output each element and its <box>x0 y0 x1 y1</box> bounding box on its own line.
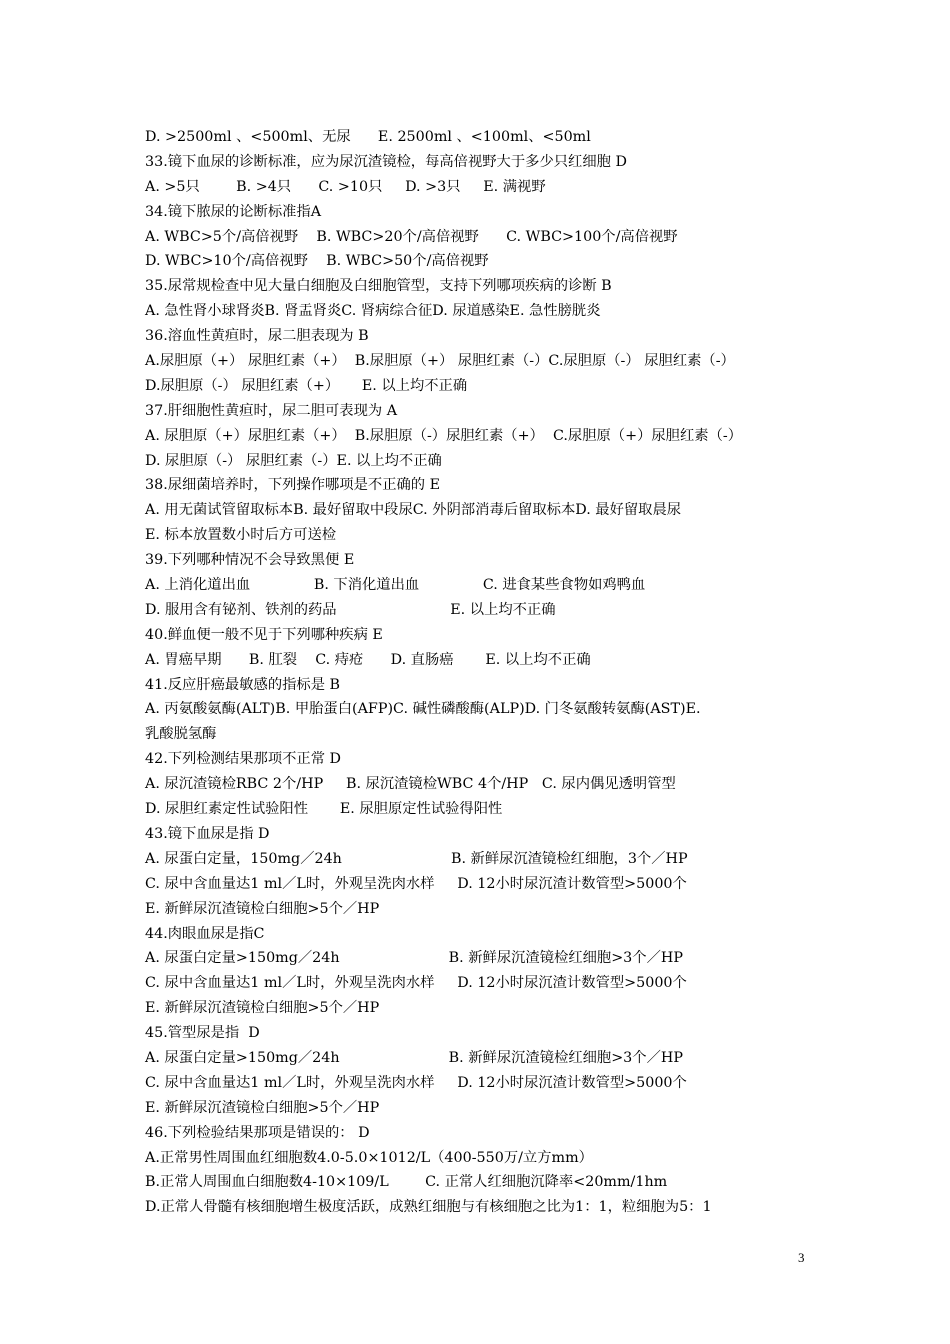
text-line: D. 尿胆原（-） 尿胆红素（-）E. 以上均不正确 <box>145 452 442 469</box>
text-line: A. 尿蛋白定量，150mg／24h B. 新鲜尿沉渣镜检红细胞，3个／HP <box>145 850 688 867</box>
text-line: A. 尿蛋白定量>150mg／24h B. 新鲜尿沉渣镜检红细胞>3个／HP <box>145 950 683 967</box>
text-line: A. 急性肾小球肾炎B. 肾盂肾炎C. 肾病综合征D. 尿道感染E. 急性膀胱炎 <box>145 303 601 320</box>
text-line: E. 标本放置数小时后方可送检 <box>145 527 337 544</box>
document-body <box>145 125 815 1220</box>
text-line: A.尿胆原（+） 尿胆红素（+） B.尿胆原（+） 尿胆红素（-）C.尿胆原（-） 尿胆红素（-） <box>145 353 735 370</box>
text-line: D. 尿胆红素定性试验阳性 E. 尿胆原定性试验得阳性 <box>145 801 503 818</box>
text-line: E. 新鲜尿沉渣镜检白细胞>5个／HP <box>145 1099 380 1116</box>
text-line: 乳酸脱氢酶 <box>145 726 217 743</box>
text-line: A. 尿蛋白定量>150mg／24h B. 新鲜尿沉渣镜检红细胞>3个／HP <box>145 1049 683 1066</box>
text-line: 40.鲜血便一般不见于下列哪种疾病 E <box>145 626 383 643</box>
text-line: A. 用无菌试管留取标本B. 最好留取中段尿C. 外阴部消毒后留取标本D. 最好留取晨尿 <box>145 502 682 519</box>
text-line: A.正常男性周围血红细胞数4.0-5.0×1012/L（400-550万/立方mm） <box>145 1149 593 1166</box>
text-line: 42.下列检测结果那项不正常 D <box>145 751 342 768</box>
page-number: 3 <box>798 1250 805 1265</box>
text-line: C. 尿中含血量达1 ml／L时，外观呈洗肉水样 D. 12小时尿沉渣计数管型>5000个 <box>145 975 687 992</box>
text-line: A. 尿胆原（+）尿胆红素（+） B.尿胆原（-）尿胆红素（+） C.尿胆原（+）尿胆红素（-） <box>145 427 742 444</box>
text-line: 41.反应肝癌最敏感的指标是 B <box>145 676 341 693</box>
text-line: B.正常人周围血白细胞数4-10×109/L C. 正常人红细胞沉降率<20mm/1hm <box>145 1174 668 1191</box>
text-line: D. 服用含有铋剂、铁剂的药品 E. 以上均不正确 <box>145 601 556 618</box>
text-line: 33.镜下血尿的诊断标准，应为尿沉渣镜检，每高倍视野大于多少只红细胞 D <box>145 153 627 170</box>
text-line: 46.下列检验结果那项是错误的： D <box>145 1124 370 1141</box>
text-line: 44.肉眼血尿是指C <box>145 925 265 942</box>
text-line: C. 尿中含血量达1 ml／L时，外观呈洗肉水样 D. 12小时尿沉渣计数管型>5000个 <box>145 1074 687 1091</box>
text-line: A. WBC>5个/高倍视野 B. WBC>20个/高倍视野 C. WBC>100个/高倍视野 <box>145 228 678 245</box>
text-line: 35.尿常规检查中见大量白细胞及白细胞管型，支持下列哪项疾病的诊断 B <box>145 278 612 295</box>
text-line: 39.下列哪种情况不会导致黑便 E <box>145 552 355 569</box>
text-line: 38.尿细菌培养时，下列操作哪项是不正确的 E <box>145 477 441 494</box>
text-line: A. 丙氨酸氨酶(ALT)B. 甲胎蛋白(AFP)C. 碱性磷酸酶(ALP)D. 门冬氨酸转氨酶(AST)E. <box>145 701 701 718</box>
text-line: A. >5只 B. >4只 C. >10只 D. >3只 E. 满视野 <box>145 178 546 195</box>
text-line: C. 尿中含血量达1 ml／L时，外观呈洗肉水样 D. 12小时尿沉渣计数管型>5000个 <box>145 875 687 892</box>
text-line: 34.镜下脓尿的论断标准指A <box>145 203 322 220</box>
text-line: D. WBC>10个/高倍视野 B. WBC>50个/高倍视野 <box>145 253 489 270</box>
text-line: A. 胃癌早期 B. 肛裂 C. 痔疮 D. 直肠癌 E. 以上均不正确 <box>145 651 591 668</box>
text-line: A. 尿沉渣镜检RBC 2个/HP B. 尿沉渣镜检WBC 4个/HP C. 尿内偶见透明管型 <box>145 776 676 793</box>
text-line: D. >2500ml 、<500ml、无尿 E. 2500ml 、<100ml、<50ml <box>145 129 591 145</box>
text-line: A. 上消化道出血 B. 下消化道出血 C. 进食某些食物如鸡鸭血 <box>145 577 646 594</box>
text-line: 36.溶血性黄疸时，尿二胆表现为 B <box>145 328 369 345</box>
text-line: E. 新鲜尿沉渣镜检白细胞>5个／HP <box>145 1000 380 1017</box>
text-line: 43.镜下血尿是指 D <box>145 825 270 842</box>
text-line: 45.管型尿是指 D <box>145 1025 260 1042</box>
text-line: D.正常人骨髓有核细胞增生极度活跃，成熟红细胞与有核细胞之比为1：1，粒细胞为5：1 <box>145 1199 712 1216</box>
text-line: 37.肝细胞性黄疸时，尿二胆可表现为 A <box>145 402 398 419</box>
text-line: E. 新鲜尿沉渣镜检白细胞>5个／HP <box>145 900 380 917</box>
text-line: D.尿胆原（-） 尿胆红素（+） E. 以上均不正确 <box>145 377 468 394</box>
